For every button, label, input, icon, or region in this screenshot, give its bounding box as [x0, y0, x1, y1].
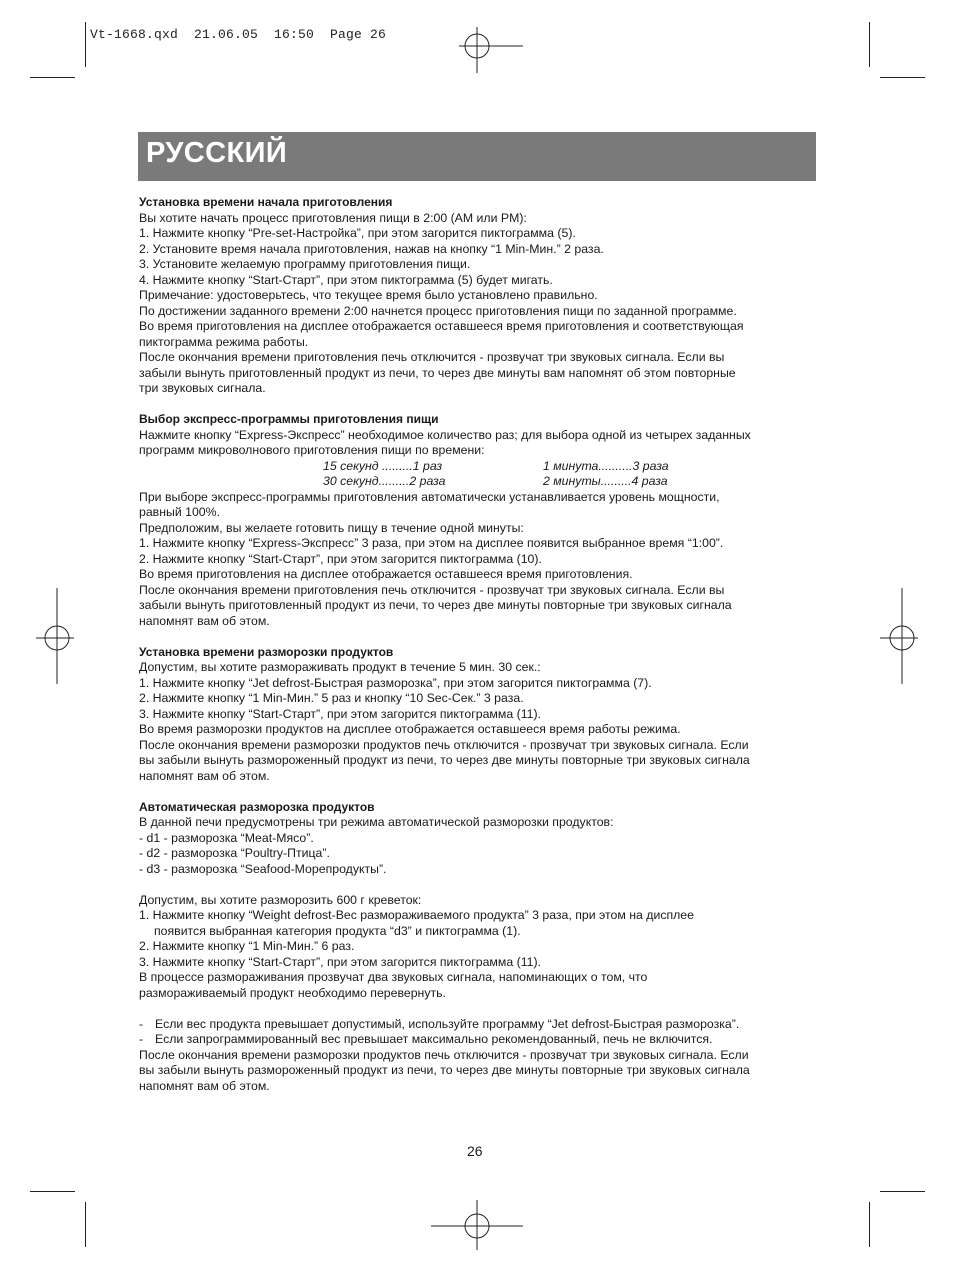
- text-line: 1. Нажмите кнопку “Weight defrost-Вес размораживаемого продукта” 3 раза, при этом на дисплее: [139, 908, 694, 922]
- text-line: Во время приготовления на дисплее отображается оставшееся время приготовления и соответствующая: [139, 319, 744, 333]
- text-line: вы забыли вынуть размороженный продукт из печи, то через две минуты повторные три звуковых сигнала: [139, 753, 750, 767]
- text-line: Допустим, вы хотите размораживать продукт в течение 5 мин. 30 сек.:: [139, 660, 541, 674]
- registration-mark-icon: [431, 1200, 523, 1250]
- text-line: Предположим, вы желаете готовить пищу в течение одной минуты:: [139, 520, 524, 535]
- text-line: 3. Установите желаемую программу приготовления пищи.: [139, 257, 471, 271]
- text-line: Во время разморозки продуктов на дисплее отображается оставшееся время работы режима.: [139, 722, 681, 736]
- registration-mark-icon: [36, 588, 74, 684]
- crop-mark: [880, 77, 925, 78]
- text-line: Во время приготовления на дисплее отображается оставшееся время приготовления.: [139, 567, 633, 581]
- crop-mark: [85, 22, 86, 67]
- text-line: равный 100%.: [139, 505, 220, 519]
- text-line: вы забыли вынуть размороженный продукт из печи, то через две минуты повторные три звуковых сигнала: [139, 1063, 750, 1077]
- text-line: напомнят вам об этом.: [139, 613, 270, 628]
- text-line: напомнят вам об этом.: [139, 1078, 270, 1093]
- section-heading: Установка времени начала приготовления: [139, 195, 393, 209]
- text-line: Примечание: удостоверьтесь, что текущее время было установлено правильно.: [139, 288, 598, 302]
- text-line: размораживаемый продукт необходимо перевернуть.: [139, 985, 446, 1000]
- note-text: Если вес продукта превышает допустимый, используйте программу “Jet defrost-Быстрая разморозка”.: [155, 1016, 740, 1031]
- crop-mark: [880, 1191, 925, 1192]
- registration-mark-icon: [880, 588, 918, 684]
- note-item: - Если запрограммированный вес превышает максимально рекомендованный, печь не включится.: [139, 1032, 713, 1046]
- text-line: 3. Нажмите кнопку “Start-Старт”, при этом загорится пиктограмма (11).: [139, 954, 541, 969]
- registration-mark-icon: [459, 27, 523, 73]
- section-heading: Установка времени разморозки продуктов: [139, 644, 394, 659]
- section-heading: Выбор экспресс-программы приготовления пищи: [139, 412, 439, 426]
- print-slug: Vt-1668.qxd 21.06.05 16:50 Page 26: [90, 27, 387, 42]
- text-line: три звуковых сигнала.: [139, 381, 266, 395]
- text-line: Допустим, вы хотите разморозить 600 г креветок:: [139, 892, 422, 907]
- text-line: 2. Нажмите кнопку “1 Min-Мин.” 6 раз.: [139, 939, 355, 953]
- crop-mark: [869, 1202, 870, 1247]
- text-line: 2. Установите время начала приготовления, нажав на кнопку “1 Min-Мин.” 2 раза.: [139, 241, 604, 256]
- note-text: Если запрограммированный вес превышает максимально рекомендованный, печь не включится.: [155, 1032, 713, 1046]
- text-line: После окончания времени разморозки продуктов печь отключится - прозвучат три звуковых сигнала. Если: [139, 737, 749, 752]
- text-line: После окончания времени приготовления печь отключится - прозвучат три звуковых сигнала. Если вы: [139, 350, 725, 364]
- text-line: 3. Нажмите кнопку “Start-Старт”, при этом загорится пиктограмма (11).: [139, 706, 541, 721]
- crop-mark: [30, 77, 75, 78]
- language-banner: [138, 132, 816, 181]
- express-option: 2 минуты.........4 раза: [543, 474, 668, 488]
- note-item: - Если вес продукта превышает допустимый, используйте программу “Jet defrost-Быстрая разморозка”.: [139, 1016, 740, 1031]
- text-line: 1. Нажмите кнопку “Express-Экспресс” 3 раза, при этом на дисплее появится выбранное время “1:00”.: [139, 536, 724, 550]
- text-line: 4. Нажмите кнопку “Start-Старт”, при этом пиктограмма (5) будет мигать.: [139, 272, 553, 287]
- express-table-row: [139, 474, 819, 490]
- text-line: программ микроволнового приготовления пищи по времени:: [139, 443, 485, 457]
- text-line: В процессе размораживания прозвучат два звуковых сигнала, напоминающих о том, что: [139, 970, 648, 984]
- express-option: 30 секунд.........2 раза: [323, 474, 446, 488]
- document-body: [139, 195, 819, 1094]
- text-line: забыли вынуть приготовленный продукт из печи, то через две минуты вам напомнят об этом повторные: [139, 365, 736, 380]
- list-item: - d2 - разморозка “Poultry-Птица”.: [139, 846, 330, 860]
- text-line: 1. Нажмите кнопку “Pre-set-Настройка”, при этом загорится пиктограмма (5).: [139, 226, 576, 240]
- text-line: забыли вынуть приготовленный продукт из печи, то через две минуты повторные три звуковых сигнала: [139, 598, 732, 612]
- text-line: 1. Нажмите кнопку “Jet defrost-Быстрая разморозка”, при этом загорится пиктограмма (7).: [139, 675, 652, 690]
- page-number: 26: [467, 1143, 483, 1159]
- text-line: После окончания времени приготовления печь отключится - прозвучат три звуковых сигнала. Если вы: [139, 582, 725, 597]
- crop-mark: [85, 1202, 86, 1247]
- banner-title: РУССКИЙ: [146, 137, 288, 169]
- text-line: напомнят вам об этом.: [139, 768, 270, 783]
- text-line: В данной печи предусмотрены три режима автоматической разморозки продуктов:: [139, 815, 614, 829]
- text-line: 2. Нажмите кнопку “1 Min-Мин.” 5 раз и кнопку “10 Sec-Сек.” 3 раза.: [139, 691, 524, 705]
- text-line: появится выбранная категория продукта “d3” и пиктограмма (1).: [154, 923, 521, 938]
- text-line: После окончания времени разморозки продуктов печь отключится - прозвучат три звуковых сигнала. Если: [139, 1047, 749, 1062]
- text-line: При выборе экспресс-программы приготовления автоматически устанавливается уровень мощности,: [139, 489, 720, 504]
- text-line: Нажмите кнопку “Express-Экспресс” необходимое количество раз; для выбора одной из четырех заданных: [139, 427, 751, 442]
- text-line: пиктограмма режима работы.: [139, 334, 309, 349]
- crop-mark: [869, 22, 870, 67]
- express-option: 15 секунд .........1 раз: [323, 458, 443, 473]
- list-item: - d1 - разморозка “Meat-Мясо”.: [139, 830, 314, 845]
- text-line: Вы хотите начать процесс приготовления пищи в 2:00 (AM или PM):: [139, 210, 527, 225]
- text-line: 2. Нажмите кнопку “Start-Старт”, при этом загорится пиктограмма (10).: [139, 551, 542, 566]
- text-line: По достижении заданного времени 2:00 начнется процесс приготовления пищи по заданной программе.: [139, 303, 737, 318]
- section-heading: Автоматическая разморозка продуктов: [139, 799, 375, 814]
- express-option: 1 минута..........3 раза: [543, 458, 669, 473]
- crop-mark: [30, 1191, 75, 1192]
- list-item: - d3 - разморозка “Seafood-Морепродукты”.: [139, 861, 387, 876]
- express-table-row: [139, 459, 819, 475]
